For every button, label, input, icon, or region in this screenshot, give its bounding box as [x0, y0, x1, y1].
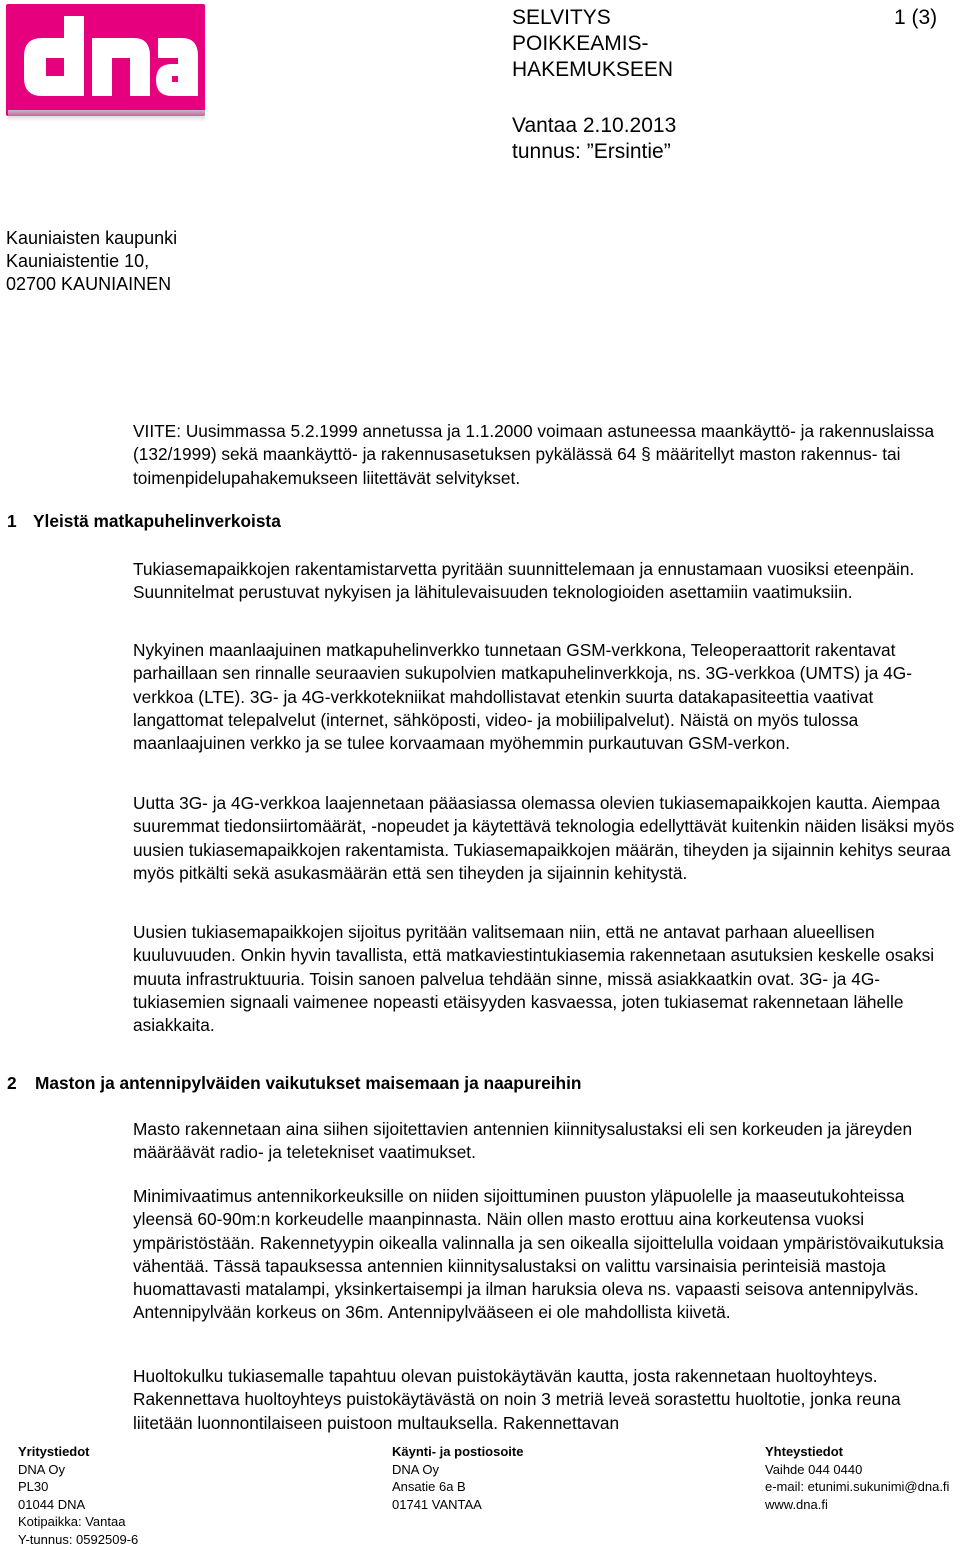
- footer-title: Käynti- ja postiosoite: [392, 1443, 523, 1461]
- section-number: 2: [7, 1073, 35, 1094]
- document-date: Vantaa 2.10.2013: [512, 113, 676, 139]
- address-line: Kauniaisten kaupunki: [6, 227, 177, 250]
- address-line: Kauniaistentie 10,: [6, 250, 177, 273]
- footer-line: DNA Oy: [392, 1461, 523, 1479]
- dna-logo-mark: [6, 4, 205, 116]
- section-title: Yleistä matkapuhelinverkoista: [33, 511, 281, 531]
- footer-line: DNA Oy: [18, 1461, 138, 1479]
- section2-paragraph: Masto rakennetaan aina siihen sijoitettavien antennien kiinnitysalustaksi eli sen korkeuden ja järeyden määräävät radio- ja teletekniset vaatimukset.: [133, 1118, 958, 1165]
- footer-line: 01044 DNA: [18, 1496, 138, 1514]
- section-heading-1: [7, 511, 281, 532]
- document-title: [512, 5, 673, 83]
- section1-paragraph: Uutta 3G- ja 4G-verkkoa laajennetaan pääasiassa olemassa olevien tukiasemapaikkojen kautta. Aiempaa suuremmat tiedonsiirtomäärät, -nopeudet ja käytettävä teknologia edellyttävät kuitenkin näiden lisäksi myös uusien tukiasemapaikkojen rakentamista. Tukiasemapaikkojen määrän, tiheyden ja sijainnin kehitys seuraa myös pitkälti sekä asukasmäärän että sen tiheyden ja sijainnin kehitystä.: [133, 792, 958, 885]
- title-line: SELVITYS: [512, 5, 673, 31]
- intro-paragraph: VIITE: Uusimmassa 5.2.1999 annetussa ja 1.1.2000 voimaan astuneessa maankäyttö- ja rakennuslaissa (132/1999) sekä maankäyttö- ja rakennusasetuksen pykälässä 64 § määritellyt maston rakennus- tai toimenpidelupahakemukseen liitettävät selvitykset.: [133, 420, 958, 490]
- section2-paragraph: Minimivaatimus antennikorkeuksille on niiden sijoittuminen puuston yläpuolelle ja maaseutukohteissa yleensä 60-90m:n korkeudelle maanpinnasta. Näin ollen masto erottuu aina korkeutensa vuoksi ympäristöstään. Rakennetyypin oikealla valinnalla ja sen oikealla sijoittelulla voidaan ympäristövaikutuksia vähentää. Tässä tapauksessa antennien kiinnitysalustaksi on valittu varsinaisia perinteisiä mastoja huomattavasti matalampi, yksinkertaisempi ja ilman haruksia oleva ns. vapaasti seisova antennipylväs. Antennipylvään korkeus on 36m. Antennipylvääseen ei ole mahdollista kiivetä.: [133, 1185, 958, 1325]
- section-title: Maston ja antennipylväiden vaikutukset maisemaan ja naapureihin: [35, 1073, 581, 1093]
- footer-line: Kotipaikka: Vantaa: [18, 1513, 138, 1531]
- section1-paragraph: Tukiasemapaikkojen rakentamistarvetta pyritään suunnittelemaan ja ennustamaan vuosiksi eteenpäin. Suunnitelmat perustuvat nykyisen ja lähitulevaisuuden teknologioiden asettamiin vaatimuksiin.: [133, 558, 958, 605]
- footer-website-link[interactable]: www.dna.fi: [765, 1496, 949, 1514]
- section2-paragraph: Huoltokulku tukiasemalle tapahtuu olevan puistokäytävän kautta, josta rakennetaan huoltoyhteys. Rakennettava huoltoyhteys puistokäytävästä on noin 3 metriä leveä sorastettu huoltotie, jonka reuna liitetään luonnontilaiseen puistoon multauksella. Rakennettavan: [133, 1365, 958, 1435]
- footer-line: 01741 VANTAA: [392, 1496, 523, 1514]
- section-heading-2: [7, 1073, 581, 1094]
- page-number: 1 (3): [894, 5, 937, 31]
- section-number: 1: [7, 511, 33, 532]
- document-ref: tunnus: ”Ersintie”: [512, 139, 676, 165]
- footer-title: Yhteystiedot: [765, 1443, 949, 1461]
- dna-logo: [6, 4, 205, 116]
- footer-contact: [765, 1443, 949, 1513]
- footer-line: Vaihde 044 0440: [765, 1461, 949, 1479]
- footer-title: Yritystiedot: [18, 1443, 138, 1461]
- footer-email-link[interactable]: e-mail: etunimi.sukunimi@dna.fi: [765, 1478, 949, 1496]
- section1-paragraph: Nykyinen maanlaajuinen matkapuhelinverkko tunnetaan GSM-verkkona, Teleoperaattorit rakentavat parhaillaan sen rinnalle seuraavien sukupolvien matkapuhelinverkkoja, ns. 3G-verkkoa (UMTS) ja 4G-verkkoa (LTE). 3G- ja 4G-verkkotekniikat mahdollistavat etenkin suurta datakapasiteettia vaativat langattomat telepalvelut (internet, sähköposti, video- ja mobiilipalvelut). Näistä on myös tulossa maanlaajuinen verkko ja se tulee korvaamaan myöhemmin purkautuvan GSM-verkon.: [133, 639, 958, 755]
- footer-line: Y-tunnus: 0592509-6: [18, 1531, 138, 1548]
- recipient-address: [6, 227, 177, 296]
- footer-company: [18, 1443, 138, 1548]
- title-line: HAKEMUKSEEN: [512, 57, 673, 83]
- title-line: POIKKEAMIS-: [512, 31, 673, 57]
- footer-visit-address: [392, 1443, 523, 1513]
- date-block: [512, 113, 676, 165]
- footer-line: Ansatie 6a B: [392, 1478, 523, 1496]
- logo-shadow: [8, 110, 205, 122]
- footer-line: PL30: [18, 1478, 138, 1496]
- address-line: 02700 KAUNIAINEN: [6, 273, 177, 296]
- section1-paragraph: Uusien tukiasemapaikkojen sijoitus pyritään valitsemaan niin, että ne antavat parhaan alueellisen kuuluvuuden. Onkin hyvin tavallista, että matkaviestintukiasemia rakennetaan asutuksien keskelle osaksi muuta infrastruktuuria. Toisin sanoen palvelua tehdään sinne, missä asiakkaatkin ovat. 3G- ja 4G-tukiasemien signaali vaimenee nopeasti etäisyyden kasvaessa, joten tukiasemat rakennetaan lähelle asiakkaita.: [133, 921, 958, 1037]
